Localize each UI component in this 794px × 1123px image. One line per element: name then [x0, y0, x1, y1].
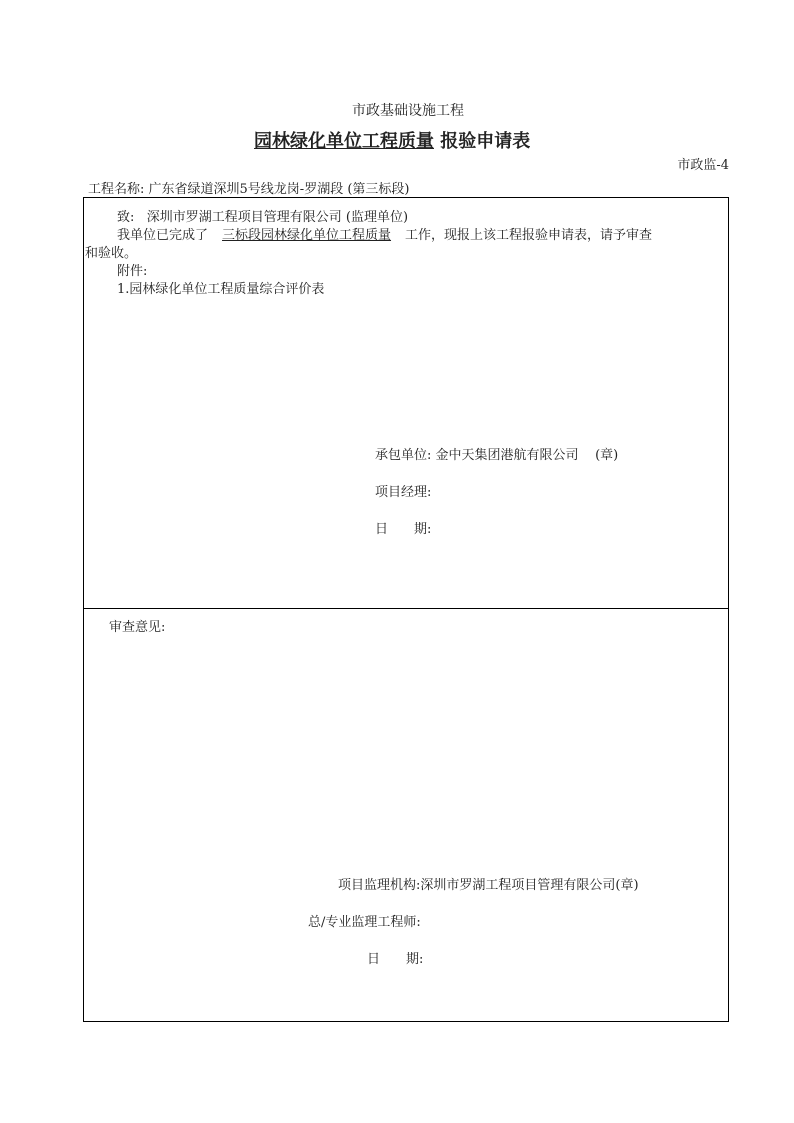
body-prefix: 我单位已完成了 — [117, 228, 209, 243]
application-date-label: 日 期: — [375, 522, 432, 537]
addressee-label: 致: — [117, 210, 135, 225]
body-filled-blank: 三标段园林绿化单位工程质量 — [222, 228, 392, 243]
review-opinion-label: 审查意见: — [109, 620, 166, 635]
document-title — [232, 127, 530, 153]
attachments-label: 附件: — [117, 264, 148, 279]
project-name-label: 工程名称: — [88, 182, 145, 197]
addressee-row — [117, 206, 408, 225]
supervision-engineer-label: 总/专业监理工程师: — [308, 915, 421, 930]
form-frame — [83, 197, 729, 1022]
body-suffix: 工作，现报上该工程报验申请表，请予审查 — [405, 228, 653, 243]
supervision-org-value: 深圳市罗湖工程项目管理有限公司(章) — [420, 878, 639, 893]
contractor-row — [375, 444, 618, 463]
addressee-value: 深圳市罗湖工程项目管理有限公司 (监理单位) — [146, 210, 409, 225]
project-manager-label: 项目经理: — [375, 485, 432, 500]
supervision-org-row — [338, 874, 639, 893]
application-body-line1 — [117, 224, 652, 243]
supervision-org-label: 项目监理机构: — [338, 878, 421, 893]
document-subtitle: 市政基础设施工程 — [352, 103, 464, 119]
project-name-row — [88, 178, 409, 197]
attachment-item-1: 1.园林绿化单位工程质量综合评价表 — [117, 282, 325, 297]
title-rest: 报验申请表 — [440, 131, 531, 152]
contractor-seal: (章) — [595, 448, 619, 463]
project-name-value: 广东省绿道深圳5号线龙岗-罗湖段 (第三标段) — [148, 182, 410, 197]
section-divider — [83, 608, 729, 609]
contractor-value: 金中天集团港航有限公司 — [435, 448, 579, 463]
review-date-label: 日 期: — [367, 952, 424, 967]
form-code: 市政监-4 — [677, 158, 729, 173]
application-body-line2: 和验收。 — [85, 246, 138, 261]
title-underlined-part: 园林绿化单位工程质量 — [254, 131, 434, 152]
contractor-label: 承包单位: — [375, 448, 432, 463]
